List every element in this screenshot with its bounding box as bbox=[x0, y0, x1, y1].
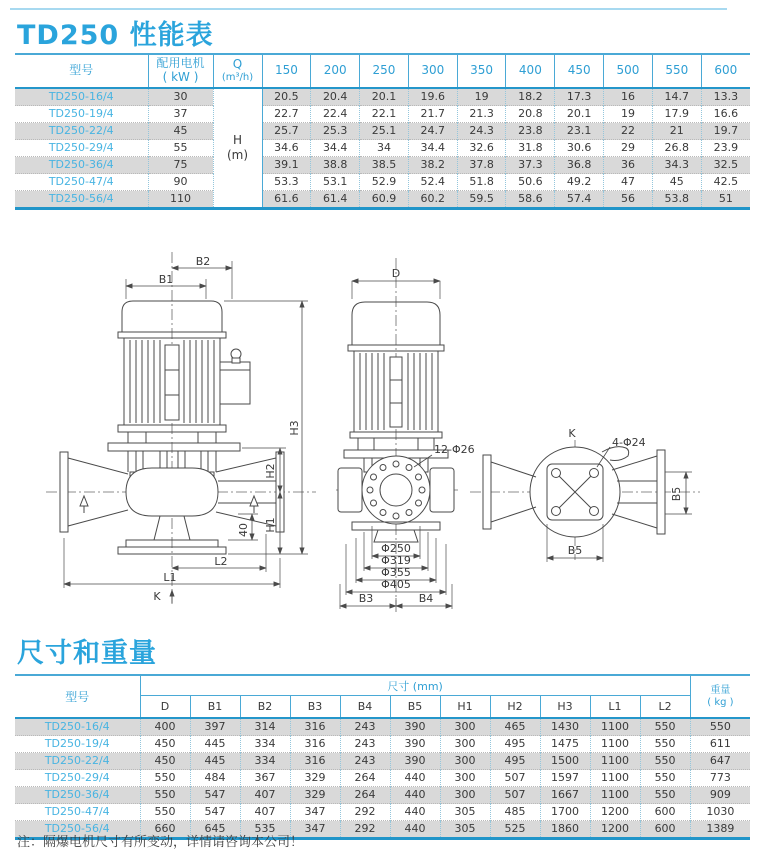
dimension-cell: 1860 bbox=[540, 821, 590, 839]
model-cell: TD250-36/4 bbox=[15, 157, 148, 174]
head-value-cell: 45 bbox=[652, 174, 701, 191]
col-header-dim: D bbox=[140, 696, 190, 719]
dimension-cell: 397 bbox=[190, 718, 240, 736]
head-value-cell: 47 bbox=[604, 174, 653, 191]
dimension-cell: 390 bbox=[390, 753, 440, 770]
dimension-cell: 300 bbox=[440, 718, 490, 736]
dimension-cell: 547 bbox=[190, 787, 240, 804]
col-header-flow-value: 150 bbox=[262, 54, 311, 88]
head-value-cell: 53.3 bbox=[262, 174, 311, 191]
head-value-cell: 17.9 bbox=[652, 106, 701, 123]
callout-bolt-holes-12: 12-Φ26 bbox=[434, 443, 475, 456]
dimension-cell: 367 bbox=[240, 770, 290, 787]
head-value-cell: 60.2 bbox=[408, 191, 457, 209]
head-value-cell: 32.5 bbox=[701, 157, 750, 174]
col-header-weight-line1: 重量 bbox=[710, 684, 731, 696]
head-value-cell: 25.1 bbox=[360, 123, 409, 140]
head-value-cell: 20.5 bbox=[262, 88, 311, 106]
head-value-cell: 24.7 bbox=[408, 123, 457, 140]
col-header-flow-value: 500 bbox=[604, 54, 653, 88]
dimension-cell: 445 bbox=[190, 736, 240, 753]
dim-label-b5-bottom: B5 bbox=[567, 544, 583, 557]
performance-row bbox=[15, 88, 750, 106]
dimension-cell: 600 bbox=[640, 821, 690, 839]
head-value-cell: 34.6 bbox=[262, 140, 311, 157]
weight-cell: 647 bbox=[690, 753, 750, 770]
dimension-cell: 300 bbox=[440, 736, 490, 753]
dimension-cell: 507 bbox=[490, 770, 540, 787]
dimension-cell: 300 bbox=[440, 787, 490, 804]
weight-cell: 550 bbox=[690, 718, 750, 736]
dimension-cell: 550 bbox=[140, 770, 190, 787]
performance-section-title: TD250 性能表 bbox=[17, 20, 214, 51]
dimension-cell: 1475 bbox=[540, 736, 590, 753]
weight-cell: 1030 bbox=[690, 804, 750, 821]
dim-label-h2: H2 bbox=[264, 463, 277, 479]
col-header-flow-value: 550 bbox=[652, 54, 701, 88]
power-cell: 37 bbox=[148, 106, 213, 123]
col-header-dimensions-group: 尺寸 (mm) bbox=[140, 675, 690, 696]
power-cell: 75 bbox=[148, 157, 213, 174]
power-cell: 90 bbox=[148, 174, 213, 191]
performance-header-row bbox=[15, 54, 750, 88]
head-value-cell: 50.6 bbox=[506, 174, 555, 191]
dimension-cell: 535 bbox=[240, 821, 290, 839]
col-header-q-line2: (m³/h) bbox=[221, 72, 254, 84]
head-value-cell: 61.4 bbox=[311, 191, 360, 209]
head-value-cell: 60.9 bbox=[360, 191, 409, 209]
model-cell: TD250-16/4 bbox=[15, 88, 148, 106]
col-header-dim: B5 bbox=[390, 696, 440, 719]
dim-label-b5-side: B5 bbox=[670, 486, 683, 502]
head-value-cell: 32.6 bbox=[457, 140, 506, 157]
dimensions-table bbox=[15, 674, 750, 840]
dimension-cell: 445 bbox=[190, 753, 240, 770]
col-header-q-line1: Q bbox=[232, 57, 243, 72]
dim-label-l2: L2 bbox=[214, 555, 228, 568]
model-cell: TD250-29/4 bbox=[15, 770, 140, 787]
head-value-cell: 37.8 bbox=[457, 157, 506, 174]
power-cell: 30 bbox=[148, 88, 213, 106]
dimension-cell: 407 bbox=[240, 804, 290, 821]
model-cell: TD250-47/4 bbox=[15, 804, 140, 821]
performance-row bbox=[15, 157, 750, 174]
dimension-cell: 264 bbox=[340, 770, 390, 787]
dimension-cell: 316 bbox=[290, 718, 340, 736]
head-value-cell: 53.8 bbox=[652, 191, 701, 209]
head-value-cell: 21.7 bbox=[408, 106, 457, 123]
col-header-dim: L2 bbox=[640, 696, 690, 719]
head-value-cell: 22 bbox=[604, 123, 653, 140]
dimensions-row bbox=[15, 770, 750, 787]
dimension-cell: 1200 bbox=[590, 804, 640, 821]
performance-row bbox=[15, 174, 750, 191]
head-value-cell: 29 bbox=[604, 140, 653, 157]
power-cell: 45 bbox=[148, 123, 213, 140]
head-value-cell: 19.7 bbox=[701, 123, 750, 140]
head-value-cell: 21.3 bbox=[457, 106, 506, 123]
dimension-cell: 300 bbox=[440, 753, 490, 770]
head-value-cell: 18.2 bbox=[506, 88, 555, 106]
col-header-dim: B2 bbox=[240, 696, 290, 719]
col-header-flow-value: 450 bbox=[555, 54, 604, 88]
dim-label-dia319: Φ319 bbox=[381, 554, 411, 567]
dimension-cell: 314 bbox=[240, 718, 290, 736]
dim-label-dia250: Φ250 bbox=[381, 542, 411, 555]
col-header-dim: B4 bbox=[340, 696, 390, 719]
view-label-k-top: K bbox=[568, 427, 576, 440]
model-cell: TD250-56/4 bbox=[15, 191, 148, 209]
model-cell: TD250-36/4 bbox=[15, 787, 140, 804]
head-value-cell: 13.3 bbox=[701, 88, 750, 106]
dimensions-header-row1 bbox=[15, 675, 750, 696]
head-value-cell: 52.4 bbox=[408, 174, 457, 191]
dimension-cell: 243 bbox=[340, 736, 390, 753]
dimension-cell: 1100 bbox=[590, 718, 640, 736]
weight-cell: 611 bbox=[690, 736, 750, 753]
dimension-cell: 1100 bbox=[590, 753, 640, 770]
dimension-cell: 485 bbox=[490, 804, 540, 821]
head-value-cell: 22.4 bbox=[311, 106, 360, 123]
dim-label-l1: L1 bbox=[163, 571, 177, 584]
dimensions-section-title: 尺寸和重量 bbox=[17, 638, 157, 669]
model-cell: TD250-19/4 bbox=[15, 106, 148, 123]
model-cell: TD250-22/4 bbox=[15, 753, 140, 770]
dimension-cell: 400 bbox=[140, 718, 190, 736]
dim-label-h1: H1 bbox=[264, 517, 277, 533]
dimension-cell: 440 bbox=[390, 787, 440, 804]
dim-label-b4: B4 bbox=[418, 592, 434, 605]
head-value-cell: 31.8 bbox=[506, 140, 555, 157]
col-header-weight-line2: ( kg ) bbox=[707, 696, 734, 708]
drawing-side-view bbox=[46, 252, 316, 604]
dimension-cell: 465 bbox=[490, 718, 540, 736]
col-header-dim: H1 bbox=[440, 696, 490, 719]
dimension-cell: 305 bbox=[440, 804, 490, 821]
dimension-cell: 450 bbox=[140, 736, 190, 753]
col-header-dim: H3 bbox=[540, 696, 590, 719]
model-cell: TD250-22/4 bbox=[15, 123, 148, 140]
head-value-cell: 26.8 bbox=[652, 140, 701, 157]
weight-cell: 909 bbox=[690, 787, 750, 804]
dimension-cell: 1100 bbox=[590, 736, 640, 753]
dim-label-dia355: Φ355 bbox=[381, 566, 411, 579]
head-value-cell: 37.3 bbox=[506, 157, 555, 174]
dimension-cell: 1430 bbox=[540, 718, 590, 736]
head-value-cell: 42.5 bbox=[701, 174, 750, 191]
head-value-cell: 20.1 bbox=[555, 106, 604, 123]
performance-table bbox=[15, 53, 750, 210]
dimension-cell: 1700 bbox=[540, 804, 590, 821]
head-value-cell: 49.2 bbox=[555, 174, 604, 191]
dimension-cell: 292 bbox=[340, 804, 390, 821]
head-value-cell: 22.7 bbox=[262, 106, 311, 123]
head-value-cell: 25.3 bbox=[311, 123, 360, 140]
dimension-cell: 550 bbox=[140, 804, 190, 821]
dimension-cell: 600 bbox=[640, 804, 690, 821]
col-header-flow-value: 200 bbox=[311, 54, 360, 88]
performance-row bbox=[15, 106, 750, 123]
callout-bolt-holes-4: 4-Φ24 bbox=[612, 436, 646, 449]
head-value-cell: 34.4 bbox=[408, 140, 457, 157]
model-cell: TD250-16/4 bbox=[15, 718, 140, 736]
dimension-cell: 525 bbox=[490, 821, 540, 839]
dimension-cell: 484 bbox=[190, 770, 240, 787]
dimension-cell: 550 bbox=[640, 770, 690, 787]
dimension-cell: 329 bbox=[290, 770, 340, 787]
col-header-dim: L1 bbox=[590, 696, 640, 719]
head-value-cell: 36.8 bbox=[555, 157, 604, 174]
dimension-cell: 547 bbox=[190, 804, 240, 821]
head-value-cell: 16 bbox=[604, 88, 653, 106]
dimension-cell: 407 bbox=[240, 787, 290, 804]
head-value-cell: 38.5 bbox=[360, 157, 409, 174]
model-cell: TD250-47/4 bbox=[15, 174, 148, 191]
model-cell: TD250-29/4 bbox=[15, 140, 148, 157]
dimensions-row bbox=[15, 736, 750, 753]
dimension-cell: 390 bbox=[390, 736, 440, 753]
head-value-cell: 51.8 bbox=[457, 174, 506, 191]
dim-label-b2: B2 bbox=[195, 255, 211, 268]
col-header-motor-line1: 配用电机 bbox=[156, 56, 205, 71]
dimension-cell: 645 bbox=[190, 821, 240, 839]
head-value-cell: 21 bbox=[652, 123, 701, 140]
head-value-cell: 30.6 bbox=[555, 140, 604, 157]
dimension-cell: 440 bbox=[390, 821, 440, 839]
dimension-cell: 550 bbox=[640, 718, 690, 736]
model-cell: TD250-19/4 bbox=[15, 736, 140, 753]
view-label-k: K bbox=[153, 590, 161, 603]
head-value-cell: 57.4 bbox=[555, 191, 604, 209]
dimension-cell: 334 bbox=[240, 736, 290, 753]
dimension-cell: 347 bbox=[290, 804, 340, 821]
pump-technical-drawings bbox=[0, 240, 764, 625]
head-value-cell: 23.1 bbox=[555, 123, 604, 140]
dimension-cell: 316 bbox=[290, 736, 340, 753]
dimension-cell: 264 bbox=[340, 787, 390, 804]
dim-label-40: 40 bbox=[237, 523, 250, 537]
performance-row bbox=[15, 140, 750, 157]
col-header-flow bbox=[213, 54, 262, 88]
dimension-cell: 550 bbox=[640, 736, 690, 753]
drawing-top-view bbox=[470, 427, 700, 562]
head-value-cell: 19.6 bbox=[408, 88, 457, 106]
top-divider bbox=[10, 8, 727, 10]
dimension-cell: 300 bbox=[440, 770, 490, 787]
col-header-dim: H2 bbox=[490, 696, 540, 719]
col-header-flow-value: 600 bbox=[701, 54, 750, 88]
dimension-cell: 550 bbox=[140, 787, 190, 804]
head-value-cell: 53.1 bbox=[311, 174, 360, 191]
dimension-cell: 1100 bbox=[590, 770, 640, 787]
dimension-cell: 334 bbox=[240, 753, 290, 770]
head-value-cell: 20.4 bbox=[311, 88, 360, 106]
col-header-model: 型号 bbox=[15, 54, 148, 88]
col-header-dim: B3 bbox=[290, 696, 340, 719]
dimension-cell: 329 bbox=[290, 787, 340, 804]
head-value-cell: 17.3 bbox=[555, 88, 604, 106]
head-value-cell: 23.8 bbox=[506, 123, 555, 140]
dimension-cell: 1200 bbox=[590, 821, 640, 839]
dimension-cell: 1500 bbox=[540, 753, 590, 770]
col-header-weight bbox=[690, 675, 750, 718]
dimension-cell: 1100 bbox=[590, 787, 640, 804]
col-header-motor bbox=[148, 54, 213, 88]
dimension-cell: 316 bbox=[290, 753, 340, 770]
dimensions-row bbox=[15, 804, 750, 821]
col-header-flow-value: 350 bbox=[457, 54, 506, 88]
head-value-cell: 36 bbox=[604, 157, 653, 174]
dim-label-b3: B3 bbox=[358, 592, 374, 605]
dimension-cell: 347 bbox=[290, 821, 340, 839]
dim-label-d: D bbox=[391, 267, 401, 280]
head-value-cell: 24.3 bbox=[457, 123, 506, 140]
dimension-cell: 550 bbox=[640, 787, 690, 804]
head-value-cell: 61.6 bbox=[262, 191, 311, 209]
head-unit-cell: H (m) bbox=[213, 88, 262, 209]
head-value-cell: 22.1 bbox=[360, 106, 409, 123]
dimension-cell: 305 bbox=[440, 821, 490, 839]
head-value-cell: 20.8 bbox=[506, 106, 555, 123]
head-value-cell: 34.3 bbox=[652, 157, 701, 174]
dimension-cell: 450 bbox=[140, 753, 190, 770]
dimensions-row bbox=[15, 718, 750, 736]
performance-row bbox=[15, 191, 750, 209]
head-value-cell: 38.2 bbox=[408, 157, 457, 174]
dimension-cell: 390 bbox=[390, 718, 440, 736]
dimension-cell: 1667 bbox=[540, 787, 590, 804]
head-value-cell: 19 bbox=[604, 106, 653, 123]
dimension-cell: 440 bbox=[390, 770, 440, 787]
dimension-cell: 495 bbox=[490, 736, 540, 753]
dimension-cell: 292 bbox=[340, 821, 390, 839]
head-value-cell: 52.9 bbox=[360, 174, 409, 191]
dimension-cell: 495 bbox=[490, 753, 540, 770]
dimension-cell: 243 bbox=[340, 753, 390, 770]
drawing-front-view bbox=[336, 258, 475, 612]
head-value-cell: 39.1 bbox=[262, 157, 311, 174]
dimension-cell: 243 bbox=[340, 718, 390, 736]
weight-cell: 773 bbox=[690, 770, 750, 787]
head-value-cell: 51 bbox=[701, 191, 750, 209]
dimensions-row bbox=[15, 753, 750, 770]
head-value-cell: 19 bbox=[457, 88, 506, 106]
power-cell: 110 bbox=[148, 191, 213, 209]
power-cell: 55 bbox=[148, 140, 213, 157]
dimension-cell: 660 bbox=[140, 821, 190, 839]
dim-label-h3: H3 bbox=[288, 420, 301, 436]
dim-label-dia405: Φ405 bbox=[381, 578, 411, 591]
head-value-cell: 38.8 bbox=[311, 157, 360, 174]
col-header-motor-line2: ( kW ) bbox=[162, 70, 199, 84]
head-value-cell: 58.6 bbox=[506, 191, 555, 209]
dimension-cell: 550 bbox=[640, 753, 690, 770]
performance-row bbox=[15, 123, 750, 140]
dimension-cell: 507 bbox=[490, 787, 540, 804]
head-value-cell: 14.7 bbox=[652, 88, 701, 106]
col-header-model: 型号 bbox=[15, 675, 140, 718]
col-header-flow-value: 250 bbox=[360, 54, 409, 88]
head-value-cell: 59.5 bbox=[457, 191, 506, 209]
head-value-cell: 16.6 bbox=[701, 106, 750, 123]
dimension-cell: 1597 bbox=[540, 770, 590, 787]
head-value-cell: 34.4 bbox=[311, 140, 360, 157]
footnote: 注：隔爆电机尺寸有所变动，详情请咨询本公司！ bbox=[17, 835, 304, 850]
head-value-cell: 56 bbox=[604, 191, 653, 209]
head-value-cell: 34 bbox=[360, 140, 409, 157]
dim-label-b1: B1 bbox=[158, 273, 174, 286]
model-cell: TD250-56/4 bbox=[15, 821, 140, 839]
weight-cell: 1389 bbox=[690, 821, 750, 839]
head-value-cell: 25.7 bbox=[262, 123, 311, 140]
col-header-dim: B1 bbox=[190, 696, 240, 719]
head-value-cell: 23.9 bbox=[701, 140, 750, 157]
head-value-cell: 20.1 bbox=[360, 88, 409, 106]
col-header-flow-value: 400 bbox=[506, 54, 555, 88]
col-header-flow-value: 300 bbox=[408, 54, 457, 88]
dimensions-row bbox=[15, 787, 750, 804]
dimension-cell: 440 bbox=[390, 804, 440, 821]
